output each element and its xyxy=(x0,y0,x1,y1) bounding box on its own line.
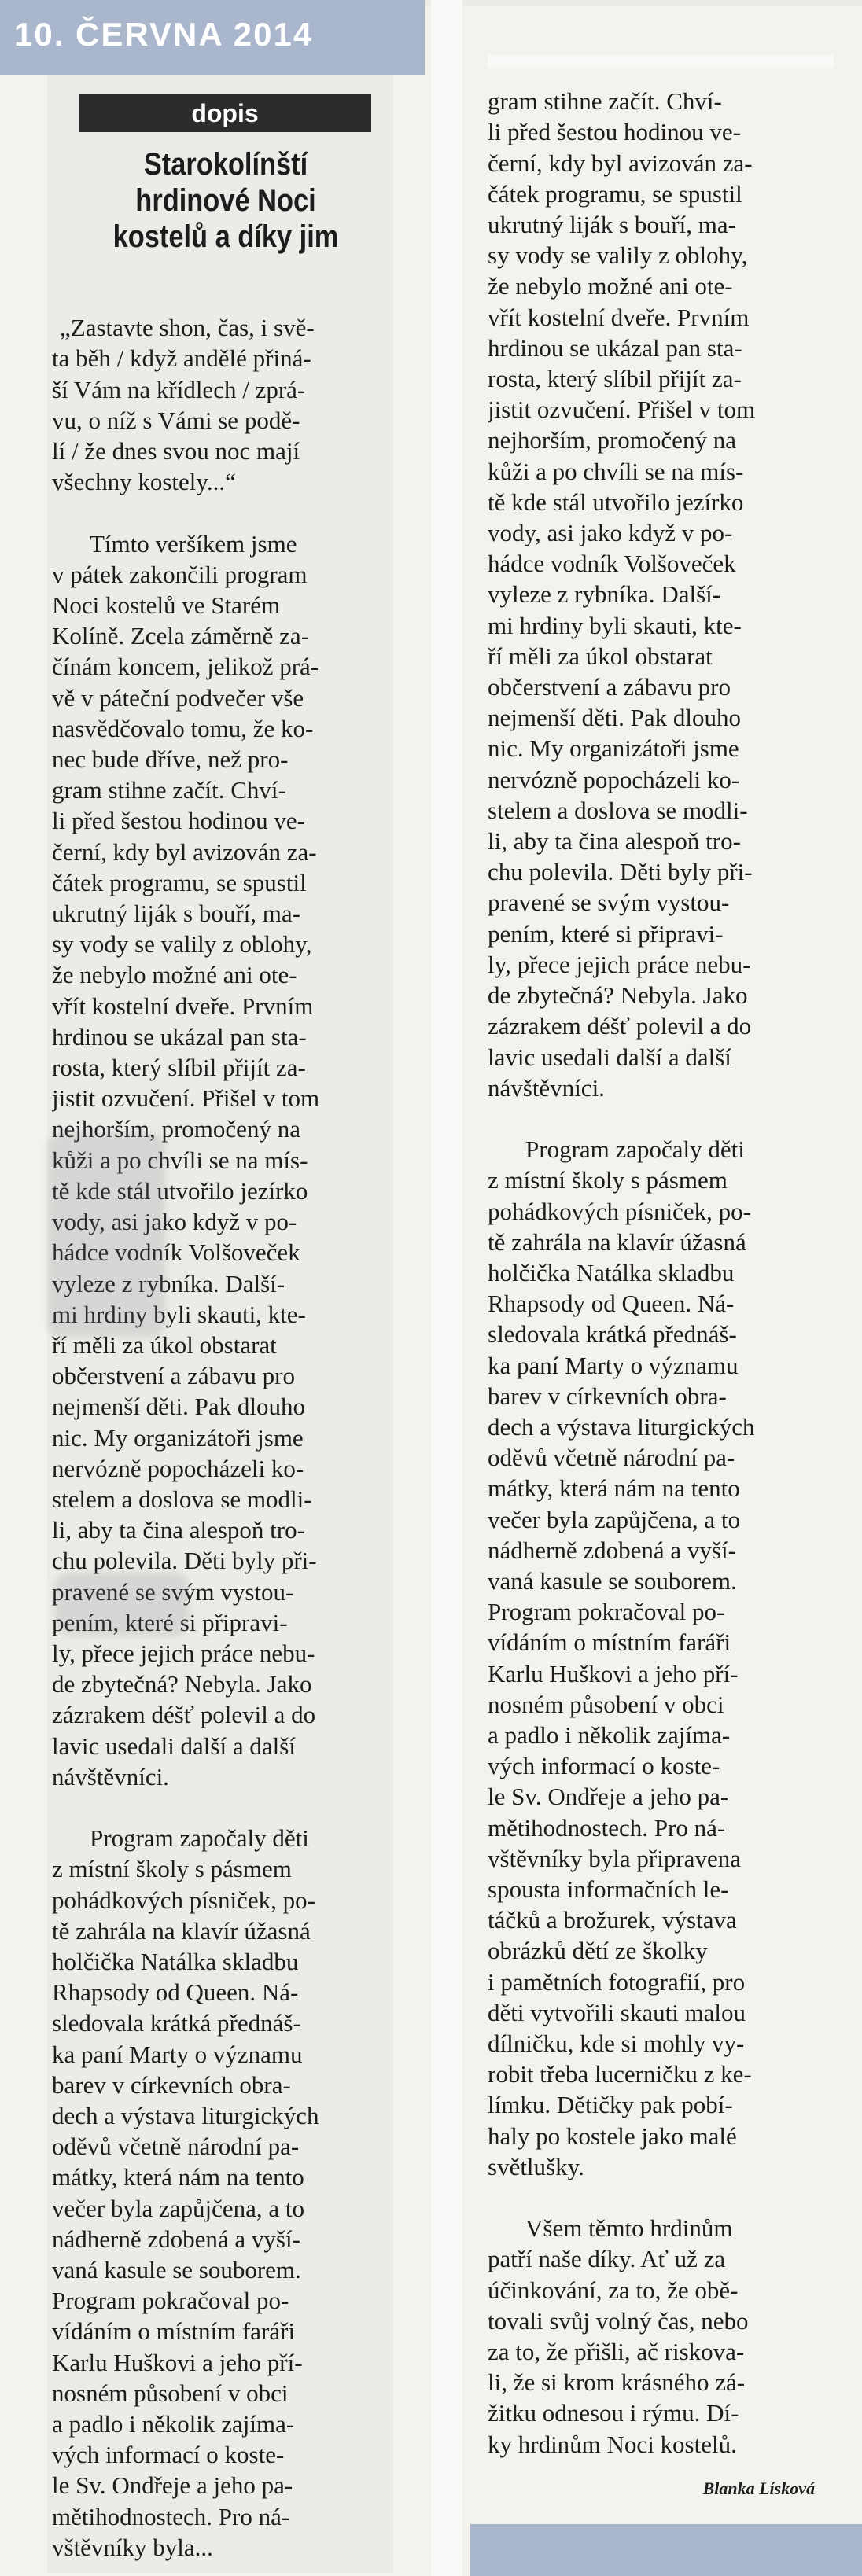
torn-top-edge xyxy=(488,55,834,71)
right-article-body xyxy=(488,55,834,2485)
paragraph: Program započaly děti z místní školy s pásmem pohádkových písniček, po- tě zahrála na klavír úžasná holčička Natálka skladbu Rhapsody od Queen. Ná- sledovala krátká přednáš- ka paní Marty o významu barev v církevních obra- dech a výstava liturgických oděvů včetně národní pa- mátky, která nám na tento večer byla zapůjčena, a to nádherně zdobená a vyší- vaná kasule se souborem. Program pokračoval po- vídáním o místním faráři Karlu Huškovi a jeho pří- nosném působení v obci a padlo i několik zajíma- vých informací o koste- le Sv. Ondřeje a jeho pa- mětihodnostech. Pro ná- vštěvníky byla připravena spousta informačních le- táčků a brožurek, výstava obrázků dětí ze školky i pamětních fotografií, pro děti vytvořili skauti malou dílničku, kde si mohly vy- robit třeba lucerničku z ke- límku. Dětičky pak pobí- haly po kostele jako malé světlušky. xyxy=(488,1135,755,2180)
opening-verse: „Zastavte shon, čas, i svě- ta běh / když andělé přiná- ší Vám na křídlech / zprá- vu, o níž s Vámi se podě- lí / že dnes svou noc mají všechny kostely...“ xyxy=(52,314,315,496)
paragraph: gram stihne začít. Chví- li před šestou hodinou ve- černí, kdy byl avizován za- čátek programu, se spustil ukrutný liják s bouří, ma- sy vody se valily z oblohy, že nebylo možné ani ote- vřít kostelní dveře. Prvním hrdinou se ukázal pan sta- rosta, který slíbil přijít za- jistit ozvučení. Přišel v tom nejhorším, promočený na kůži a po chvíli se na mís- tě kde stál utvořilo jezírko vody, asi jako když v po- hádce vodník Volšoveček vyleze z rybníka. Další- mi hrdiny byli skauti, kte- ří měli za úkol obstarat občerstvení a zábavu pro nejmenší děti. Pak dlouho nic. My organizátoři jsme nervózně popocházeli ko- stelem a doslova se modli- li, aby ta čina alespoň tro- chu polevila. Děti byly při- pravené se svým vystou- pením, které si připravi- ly, přece jejich práce nebu- de zbytečná? Nebyla. Jako zázrakem déšť polevil a do lavic usedali další a další návštěvníci. xyxy=(488,87,756,1102)
left-article-body xyxy=(52,282,395,2576)
date-band xyxy=(0,0,425,75)
paragraph: Tímto veršíkem jsme v pátek zakončili program Noci kostelů ve Starém Kolíně. Zcela záměrně za- čínám koncem, jelikož prá- vě v páteční podvečer vše nasvědčovalo tomu, že ko- nec bude dříve, než pro- gram stihne začít. Chví- li před šestou hodinou ve- černí, kdy byl avizován za- čátek programu, se spustil ukrutný liják s bouří, ma- sy vody se valily z oblohy, že nebylo možné ani ote- vřít kostelní dveře. Prvním hrdinou se ukázal pan sta- rosta, který slíbil přijít za- jistit ozvučení. Přišel v tom nejhorším, promočený na kůži a po chvíli se na mís- tě kde stál utvořilo jezírko vody, asi jako když v po- hádce vodník Volšoveček vyleze z rybníka. Další- mi hrdiny byli skauti, kte- ří měli za úkol obstarat občerstvení a zábavu pro nejmenší děti. Pak dlouho nic. My organizátoři jsme nervózně popocházeli ko- stelem a doslova se modli- li, aby ta čina alespoň tro- chu polevila. Děti byly při- pravené se svým vystou- pením, které si připravi- ly, přece jejich práce nebu- de zbytečná? Nebyla. Jako zázrakem déšť polevil a do lavic usedali další a další návštěvníci. xyxy=(52,529,320,1790)
headline-line: kostelů a díky jim xyxy=(112,219,339,254)
right-column xyxy=(470,0,862,2576)
headline-line: hrdinové Noci xyxy=(135,183,316,218)
paragraph: Všem těmto hrdinům patří naše díky. Ať už za účinkování, za to, že obě- tovali svůj volný čas, nebo za to, že přišli, ač riskova- li, že si krom krásného zá- žitku odnesou i rýmu. Dí- ky hrdinům Noci kostelů. xyxy=(488,2214,749,2458)
author-signature: Blanka Lísková xyxy=(702,2478,815,2498)
left-column xyxy=(14,0,409,2576)
headline-line: Starokolínští xyxy=(143,147,308,182)
section-label: dopis xyxy=(79,94,371,132)
paragraph: Program započaly děti z místní školy s pásmem pohádkových písniček, po- tě zahrála na klavír úžasná holčička Natálka skladbu Rhapsody od Queen. Ná- sledovala krátká přednáš- ka paní Marty o významu barev v církevních obra- dech a výstava liturgických oděvů včetně národní pa- mátky, která nám na tento večer byla zapůjčena, a to nádherně zdobená a vyší- vaná kasule se souborem. Program pokračoval po- vídáním o místním faráři Karlu Huškovi a jeho pří- nosném působení v obci a padlo i několik zajíma- vých informací o koste- le Sv. Ondřeje a jeho pa- mětihodnostech. Pro ná- vštěvníky byla... xyxy=(52,1824,319,2561)
issue-date: 10. ČERVNA 2014 xyxy=(14,16,314,53)
article-headline xyxy=(94,146,357,255)
scan-blur xyxy=(55,1573,189,1636)
column-gutter xyxy=(431,0,462,2576)
scan-blur xyxy=(47,1132,165,1337)
bottom-band xyxy=(470,2524,862,2576)
